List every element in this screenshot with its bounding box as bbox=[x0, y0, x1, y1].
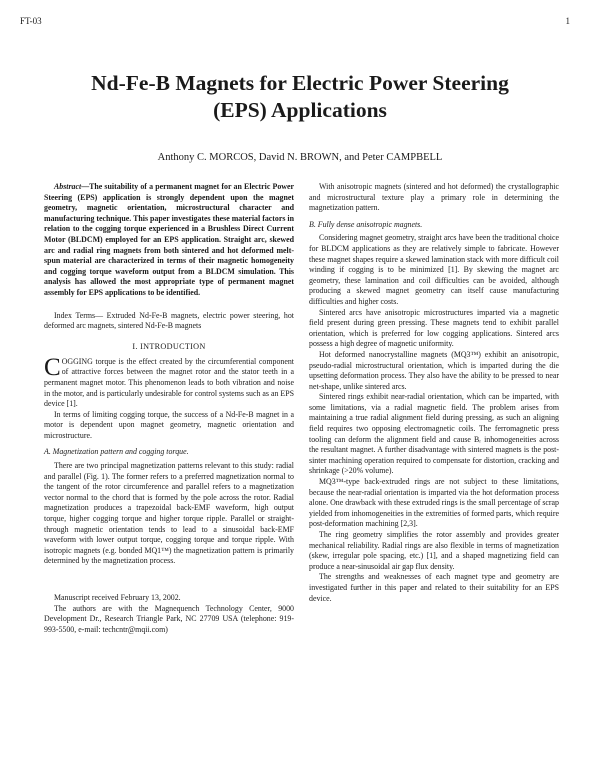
right-paragraph-2: Considering magnet geometry, straight arcs have been the traditional choice for BLDCM applications as they are relatively simple to fabricate. However these magnet shapes require a skewed lamination stack with more difficult coil winding if cogging is to be minimized [1]. By skewing the magnet arc geometry, these lamination and coil difficulties can be avoided, although producing a skewed magnet geometry can itself cause manufacturing difficulties and higher costs. bbox=[309, 233, 559, 306]
author-list: Anthony C. MORCOS, David N. BROWN, and Peter CAMPBELL bbox=[157, 152, 443, 163]
index-terms: Index Terms— Extruded Nd-Fe-B magnets, electric power steering, hot deformed arc magnets, sintered Nd-Fe-B magnets bbox=[44, 310, 294, 331]
section-heading-introduction: I. INTRODUCTION bbox=[132, 341, 206, 351]
intro-paragraph-2: In terms of limiting cogging torque, the success of a Nd-Fe-B magnet in a motor is dependent upon magnet geometry, magnetic orientation and microstructure. bbox=[44, 409, 294, 440]
subsection-heading-b: B. Fully dense anisotropic magnets. bbox=[309, 219, 423, 229]
footnote-affiliation: The authors are with the Magnequench Technology Center, 9000 Development Dr., Research Triangle Park, NC 27709 USA (telephone: 919-993-5500, e-mail: techcntr@mqii.com) bbox=[44, 603, 294, 634]
intro-paragraph-1 bbox=[44, 353, 294, 410]
right-paragraph-7: The ring geometry simplifies the rotor assembly and provides greater mechanical reliability. Radial rings are also flexible in terms of magnetization (skew, irregular pole spacing, etc.) [1], and a shaped magnetizing field can produce a near-sinusoidal air gap flux density. bbox=[309, 530, 559, 571]
title-line-1: Nd-Fe-B Magnets for Electric Power Steering bbox=[91, 71, 509, 95]
intro-paragraph-1-text: OGGING torque is the effect created by the circumferential component of attractive forces between the magnet rotor and the stator teeth in a permanent magnet motor. This phenomenon leads to both vibration and noise in the motor, and is particularly undesirable for control systems such as an EPS device [1]. bbox=[44, 356, 294, 409]
footnote-received: Manuscript received February 13, 2002. bbox=[54, 593, 181, 602]
paper-title bbox=[40, 70, 560, 124]
right-paragraph-3: Sintered arcs have anisotropic microstructures imparted via a magnetic field present during green pressing. These magnets tend to exhibit parallel orientation, which is preferred for low cogging applications. Sintered arcs possess a high degree of magnetic uniformity. bbox=[309, 307, 559, 349]
abstract bbox=[44, 182, 294, 299]
abstract-text: —The suitability of a permanent magnet for an Electric Power Steering (EPS) application is strongly dependent upon the magnet geometry, magnetic orientation, microstructural character and manufacturing technique. This paper investigates these material factors in relation to the cogging torque experienced in a Brushless Direct Current Motor (BLDCM) employed for an EPS application. Straight arc, skewed arc and radial ring magnets from both sintered and hot deformed melt-spun material are characterized in terms of their magnetic homogeneity and cogging torque waveform output from a BLDCM simulation. This analysis has allowed the most appropriate type of permanent magnet assembly for EPS applications to be identified. bbox=[44, 182, 294, 297]
subsection-a-paragraph: There are two principal magnetization patterns relevant to this study: radial and parallel (Fig. 1). The former refers to a preferred magnetization normal to the tangent of the rotor circumference and parallel refers to a magnetization vector normal to the chord that is formed by the pole across the rotor. Radial magnetization produces a trapezoidal back-EMF waveform, high output torque, higher cogging torque and higher torque ripple. Parallel or straight-through magnetic orientation tends to lead to a sinusoidal back-EMF waveform with lower output torque, cogging torque and torque ripple. With isotropic magnets (e.g. bonded MQ1™) the magnetization pattern is primarily determined by the magnetization process. bbox=[44, 461, 294, 566]
drop-cap: C bbox=[44, 353, 61, 381]
right-column bbox=[309, 182, 559, 604]
right-paragraph-5: Sintered rings exhibit near-radial orientation, which can be imparted, with some limitations, via a radial magnetic field. The problem arises from maintaining a true radial alignment field during pressing, as such an aligning field requires two opposing electromagnetic coils. The ferromagnetic press tooling can deform the alignment field and cause Bᵣ inhomogeneities across the resultant magnet. A further disadvantage with sintered magnets is the post-sinter machining operation required to compensate for distortion, cracking and shrinkage (>20% volume). bbox=[309, 392, 559, 476]
document-id: FT-03 bbox=[20, 16, 42, 26]
subsection-heading-a: A. Magnetization pattern and cogging torque. bbox=[44, 447, 189, 457]
left-column bbox=[44, 182, 294, 635]
right-paragraph-1: With anisotropic magnets (sintered and hot deformed) the crystallographic and microstructural texture play a primary role in determining the magnetization pattern. bbox=[309, 182, 559, 213]
right-paragraph-8: The strengths and weaknesses of each magnet type and geometry are investigated further in this paper and related to their suitability for an EPS device. bbox=[309, 572, 559, 603]
right-paragraph-4: Hot deformed nanocrystalline magnets (MQ3™) exhibit an anisotropic, pseudo-radial microstructural orientation, which is imparted during the die upsetting deformation process. They also have the ability to be pressed to near net-shape, unlike sintered arcs. bbox=[309, 349, 559, 391]
title-line-2: (EPS) Applications bbox=[213, 98, 387, 122]
right-paragraph-6: MQ3™-type back-extruded rings are not subject to these limitations, because the near-radial orientation is imparted via the hot deformation process alone. One drawback with these extruded rings is the small percentage of scrap yielded from inhomogeneities in the extremities of formed parts, which require post-deformation machining [2,3]. bbox=[309, 477, 559, 529]
footnote bbox=[44, 593, 294, 635]
abstract-label: Abstract bbox=[54, 182, 82, 191]
page-number: 1 bbox=[565, 16, 570, 26]
